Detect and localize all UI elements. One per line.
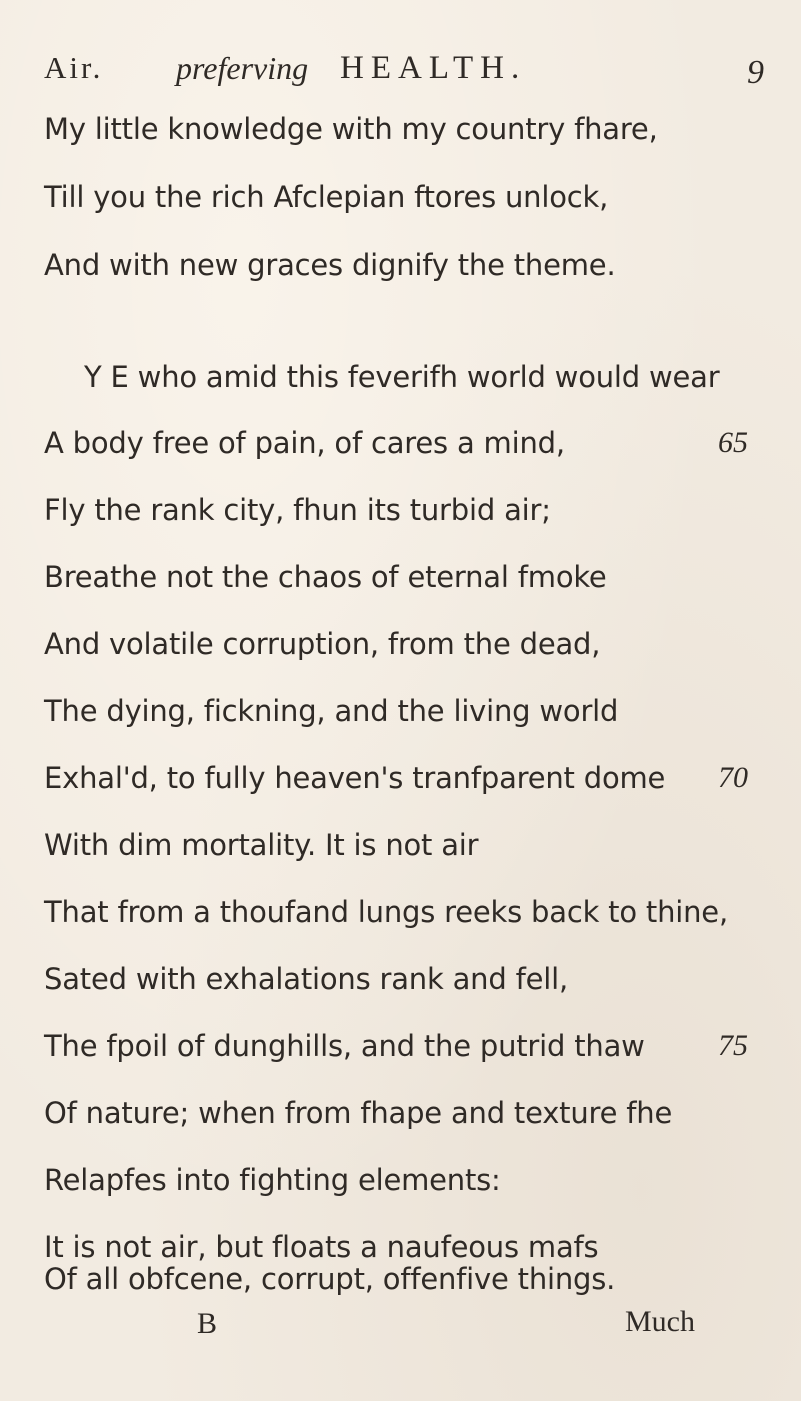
- page-number: 9: [747, 54, 764, 91]
- verse-line: My little knowledge with my country fhare,: [44, 112, 658, 146]
- verse-line: Fly the rank city, fhun its turbid air;: [44, 493, 551, 527]
- verse-line: The fpoil of dunghills, and the putrid thaw: [44, 1029, 645, 1063]
- line-number: 75: [718, 1029, 748, 1062]
- verse-line: Y E who amid this feverifh world would wear: [84, 360, 720, 394]
- verse-line: And volatile corruption, from the dead,: [44, 627, 601, 661]
- verse-line: Till you the rich Afclepian ftores unlock,: [44, 180, 609, 214]
- line-number: 70: [718, 761, 748, 794]
- verse-line: That from a thoufand lungs reeks back to thine,: [44, 895, 728, 929]
- catchword: Much: [625, 1305, 695, 1338]
- verse-line: Of nature; when from fhape and texture fhe: [44, 1096, 673, 1130]
- verse-line: Relapfes into fighting elements:: [44, 1163, 501, 1197]
- verse-line: And with new graces dignify the theme.: [44, 248, 616, 282]
- header-italic-title: preferving: [176, 50, 309, 86]
- verse-line: A body free of pain, of cares a mind,: [44, 426, 565, 460]
- verse-line: The dying, fickning, and the living world: [44, 694, 619, 728]
- header-section: Air.: [44, 50, 104, 85]
- verse-line: Exhal'd, to fully heaven's tranfparent dome: [44, 761, 666, 795]
- verse-line: Breathe not the chaos of eternal fmoke: [44, 560, 607, 594]
- header-title: HEALTH.: [340, 50, 527, 86]
- verse-line: With dim mortality. It is not air: [44, 828, 479, 862]
- verse-line: Of all obfcene, corrupt, offenfive things.: [44, 1262, 616, 1296]
- line-number: 65: [718, 426, 748, 459]
- verse-line: It is not air, but floats a naufeous mafs: [44, 1230, 599, 1264]
- signature-mark: B: [197, 1307, 218, 1340]
- running-header: [44, 50, 764, 96]
- verse-line: Sated with exhalations rank and fell,: [44, 962, 568, 996]
